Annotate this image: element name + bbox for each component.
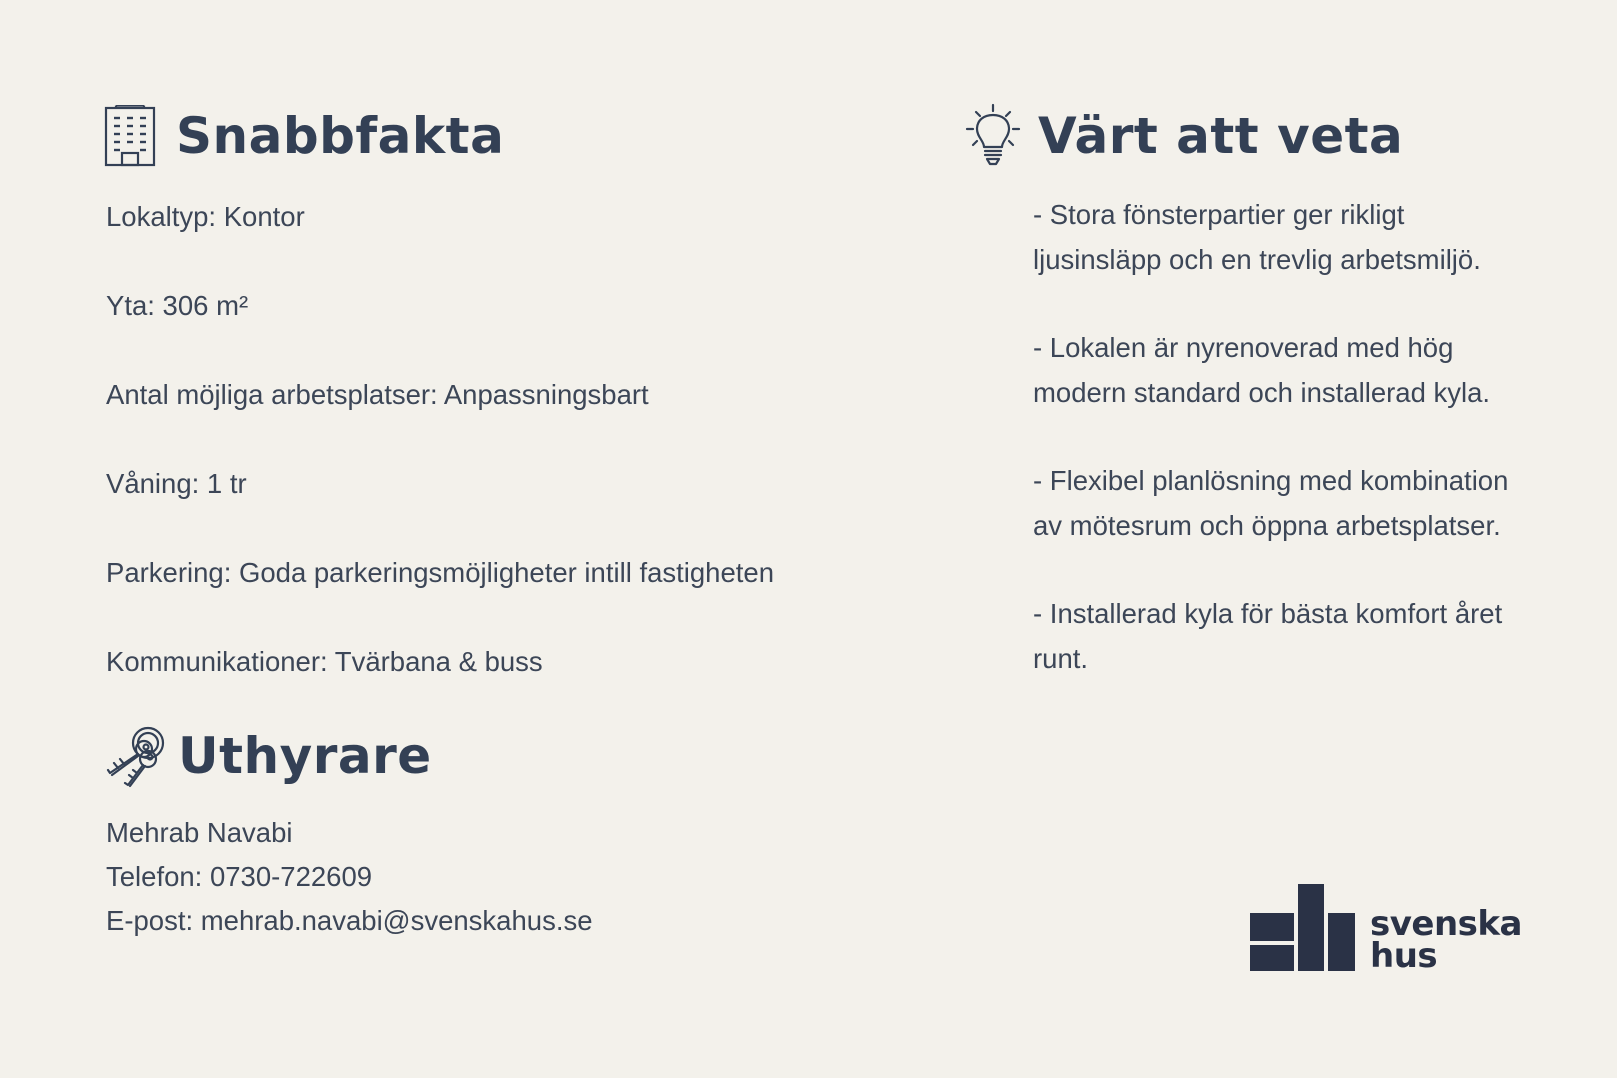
snabbfakta-title: Snabbfakta <box>176 107 505 165</box>
building-icon <box>104 105 156 167</box>
tip-nyrenoverad: - Lokalen är nyrenoverad med hög modern standard och installerad kyla. <box>1033 332 1491 408</box>
vart-att-veta-title: Värt att veta <box>1038 107 1404 165</box>
keys-icon <box>104 723 166 789</box>
fact-vaning: Våning: 1 tr <box>106 468 247 499</box>
contact-email[interactable]: E-post: mehrab.navabi@svenskahus.se <box>106 905 593 936</box>
vart-att-veta-heading <box>964 102 1403 170</box>
contact-phone[interactable]: Telefon: 0730-722609 <box>106 861 373 892</box>
logo-line1: svenska <box>1370 904 1522 944</box>
fact-kommunikationer: Kommunikationer: Tvärbana & buss <box>106 646 543 677</box>
uthyrare-heading <box>104 722 432 790</box>
contact-name: Mehrab Navabi <box>106 817 293 848</box>
snabbfakta-heading <box>104 104 504 168</box>
fact-parkering: Parkering: Goda parkeringsmöjligheter intill fastigheten <box>106 557 774 588</box>
uthyrare-title: Uthyrare <box>178 727 432 785</box>
tip-fonsterpartier: - Stora fönsterpartier ger rikligt ljusinsläpp och en trevlig arbetsmiljö. <box>1033 199 1481 275</box>
tip-planlosning: - Flexibel planlösning med kombination av mötesrum och öppna arbetsplatser. <box>1033 465 1509 541</box>
lightbulb-icon <box>964 103 1022 169</box>
logo-text <box>1370 904 1522 976</box>
contact-info <box>106 811 593 943</box>
fact-arbetsplatser: Antal möjliga arbetsplatser: Anpassningsbart <box>106 379 649 410</box>
logo-line2: hus <box>1370 936 1438 976</box>
fact-lokaltyp: Lokaltyp: Kontor <box>106 201 305 232</box>
svenska-hus-logo <box>1250 884 1522 976</box>
vart-att-veta-list <box>1033 193 1533 681</box>
fact-yta: Yta: 306 m² <box>106 290 249 321</box>
tip-kyla: - Installerad kyla för bästa komfort året runt. <box>1033 598 1503 674</box>
snabbfakta-list <box>106 195 774 684</box>
logo-mark <box>1250 884 1356 972</box>
